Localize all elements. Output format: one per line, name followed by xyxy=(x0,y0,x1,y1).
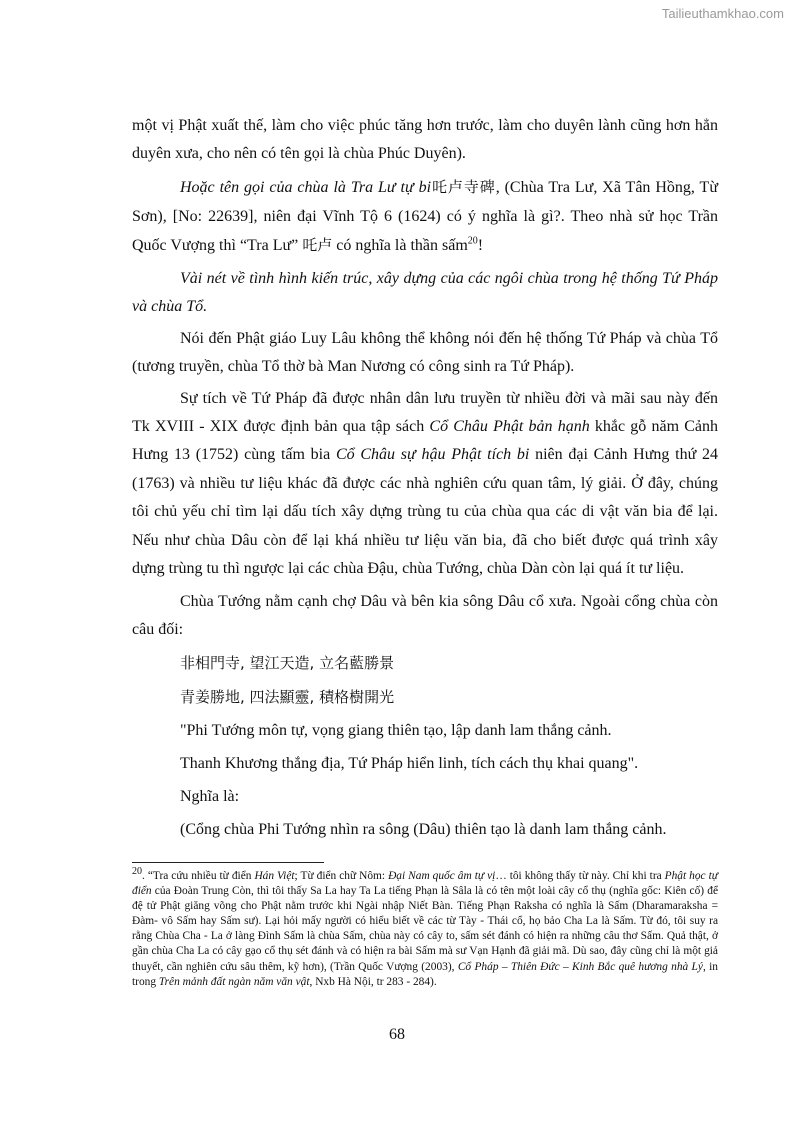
stele-title: Cổ Châu sự hậu Phật tích bi xyxy=(335,446,530,464)
section-heading xyxy=(132,265,718,322)
chinese-inscription: 吒卢寺碑 xyxy=(431,178,496,197)
paragraph-5-b: khắc gỗ năm Cảnh Hưng 13 (1752) cùng tấm bia xyxy=(132,418,718,464)
meaning-line: (Cổng chùa Phi Tướng nhìn ra sông (Dâu) thiên tạo là danh lam thắng cảnh. xyxy=(180,820,667,838)
section-heading-text: Vài nét về tình hình kiến trúc, xây dựng của các ngôi chùa trong hệ thống Tứ Pháp và chùa Tổ. xyxy=(132,270,718,316)
footnote-italic-5: Trên mảnh đất ngàn năm văn vật xyxy=(158,975,310,988)
footnote-20 xyxy=(132,866,719,990)
paragraph-2-text: , (Chùa Tra Lư, Xã Tân Hồng, Từ Sơn), [No: 22639], niên đại Vĩnh Tộ 6 (1624) có ý nghĩa là gì?. Theo nhà sử học Trần Quốc Vượng thì “Tra Lư” xyxy=(132,179,718,255)
watermark: Tailieuthamkhao.com xyxy=(661,6,784,21)
footnote-divider xyxy=(132,862,324,863)
couplet-chinese-2 xyxy=(132,683,718,712)
main-text xyxy=(132,112,718,844)
footnote-text-6: , Nxb Hà Nội, tr 283 - 284). xyxy=(309,975,437,988)
couplet-chinese-1 xyxy=(132,649,718,678)
footnote-text-5: , in trong xyxy=(132,960,719,988)
footnote-italic-4: Cổ Pháp – Thiên Đức – Kinh Bắc quê hương nhà Lý xyxy=(457,960,703,973)
book-title: Cổ Châu Phật bản hạnh xyxy=(429,418,590,436)
footnote-text-3: … tôi không thấy từ này. Chỉ khi tra xyxy=(495,870,665,882)
couplet-chinese-2-text: 青姜勝地, 四法顯靈, 積格樹開光 xyxy=(180,688,395,707)
footnote-text-2: ; Từ điển chữ Nôm: xyxy=(294,870,389,882)
couplet-viet-2: Thanh Khương thắng địa, Tứ Pháp hiển linh, tích cách thụ khai quang". xyxy=(180,755,639,773)
paragraph-5-a: Sự tích về Tứ Pháp đã được nhân dân lưu truyền từ nhiều đời và mãi sau này đến Tk XVIII - XIX được định bản qua tập sách xyxy=(132,389,718,436)
page-number: 68 xyxy=(389,1026,405,1043)
couplet-viet-1: "Phi Tướng môn tự, vọng giang thiên tạo, lập danh lam thắng cảnh. xyxy=(180,722,612,740)
paragraph-4: Nói đến Phật giáo Luy Lâu không thể không nói đến hệ thống Tứ Pháp và chùa Tổ (tương truyền, chùa Tổ thờ bà Man Nương có công sinh ra Tứ Pháp). xyxy=(132,329,718,376)
footnote-text-4: của Đoàn Trung Còn, thì tôi thấy Sa La hay Ta La tiếng Phạn là Sâla là có tên một loài cây cổ thụ (nghĩa gốc: Kiên cố) để đệ tử Phật giăng võng cho Phật nằm trước khi Ngài nhập Niết Bàn. Tiếng Phạn Raksha có nghĩa là Sấm (Dharamaraksha = Đàm- vô Sấm hay Sấm sư). Lại hỏi mấy người có hiểu biết về các từ Tày - Thái cổ, họ bảo Cha La là Sấm. Từ đó, tôi suy ra rằng Chùa Cha - La ở làng Đình Sấm là chùa Sấm, chùa này có cây to, sấm sét đánh có hiện ra những câu thơ Sấm. Quả thật, ở gần chùa Cha La có cây gạo cổ thụ sét đánh và có hiện ra bài Sấm mà sư Vạn Hạnh đã giải mã. Dù sao, đây cũng chỉ là một giả thuyết, cần nghiên cứu sâu thêm, kỹ hơn), (Trần Quốc Vượng (2003), xyxy=(132,885,718,973)
paragraph-2 xyxy=(132,173,718,260)
chinese-tralu: 吒卢 xyxy=(302,236,333,255)
couplet-chinese-1-text: 非相門寺, 望江天造, 立名藍勝景 xyxy=(180,654,395,673)
footnote-italic-3: Phật học tự điển xyxy=(132,870,718,898)
paragraph-1: một vị Phật xuất thế, làm cho việc phúc tăng hơn trước, làm cho duyên lành cũng hơn hẳn duyên xưa, cho nên có tên gọi là chùa Phúc Duyên). xyxy=(132,117,718,163)
paragraph-5 xyxy=(132,385,718,584)
footnote-number: 20 xyxy=(132,866,142,878)
paragraph-6: Chùa Tướng nằm cạnh chợ Dâu và bên kia sông Dâu cổ xưa. Ngoài cổng chùa còn câu đối: xyxy=(132,593,718,639)
meaning-label: Nghĩa là: xyxy=(180,787,240,805)
paragraph-2-end: có nghĩa là thần sấm xyxy=(332,237,468,255)
temple-name-italic: Hoặc tên gọi của chùa là Tra Lư tự bi xyxy=(180,179,432,197)
footnote-text-1: . “Tra cứu nhiều từ điển xyxy=(142,870,255,882)
footnote-ref[interactable]: 20 xyxy=(467,235,478,247)
footnote-italic-1: Hán Việt xyxy=(254,870,295,882)
footnote-italic-2: Đại Nam quốc âm tự vị xyxy=(388,870,496,882)
paragraph-2-tail: ! xyxy=(477,237,484,255)
paragraph-5-c: niên đại Cảnh Hưng thứ 24 (1763) và nhiều tư liệu khác đã được các nhà nghiên cứu quan tâm, lý giải. Ở đây, chúng tôi chủ yếu chỉ tìm lại dấu tích xây dựng trùng tu của chùa qua các di vật văn bia để lại. Nếu như chùa Dâu còn để lại khá nhiều tư liệu văn bia, đã cho biết được quá trình xây dựng trùng tu thì ngược lại các chùa Đậu, chùa Tướng, chùa Dàn còn lại quá ít tư liệu. xyxy=(132,446,719,578)
